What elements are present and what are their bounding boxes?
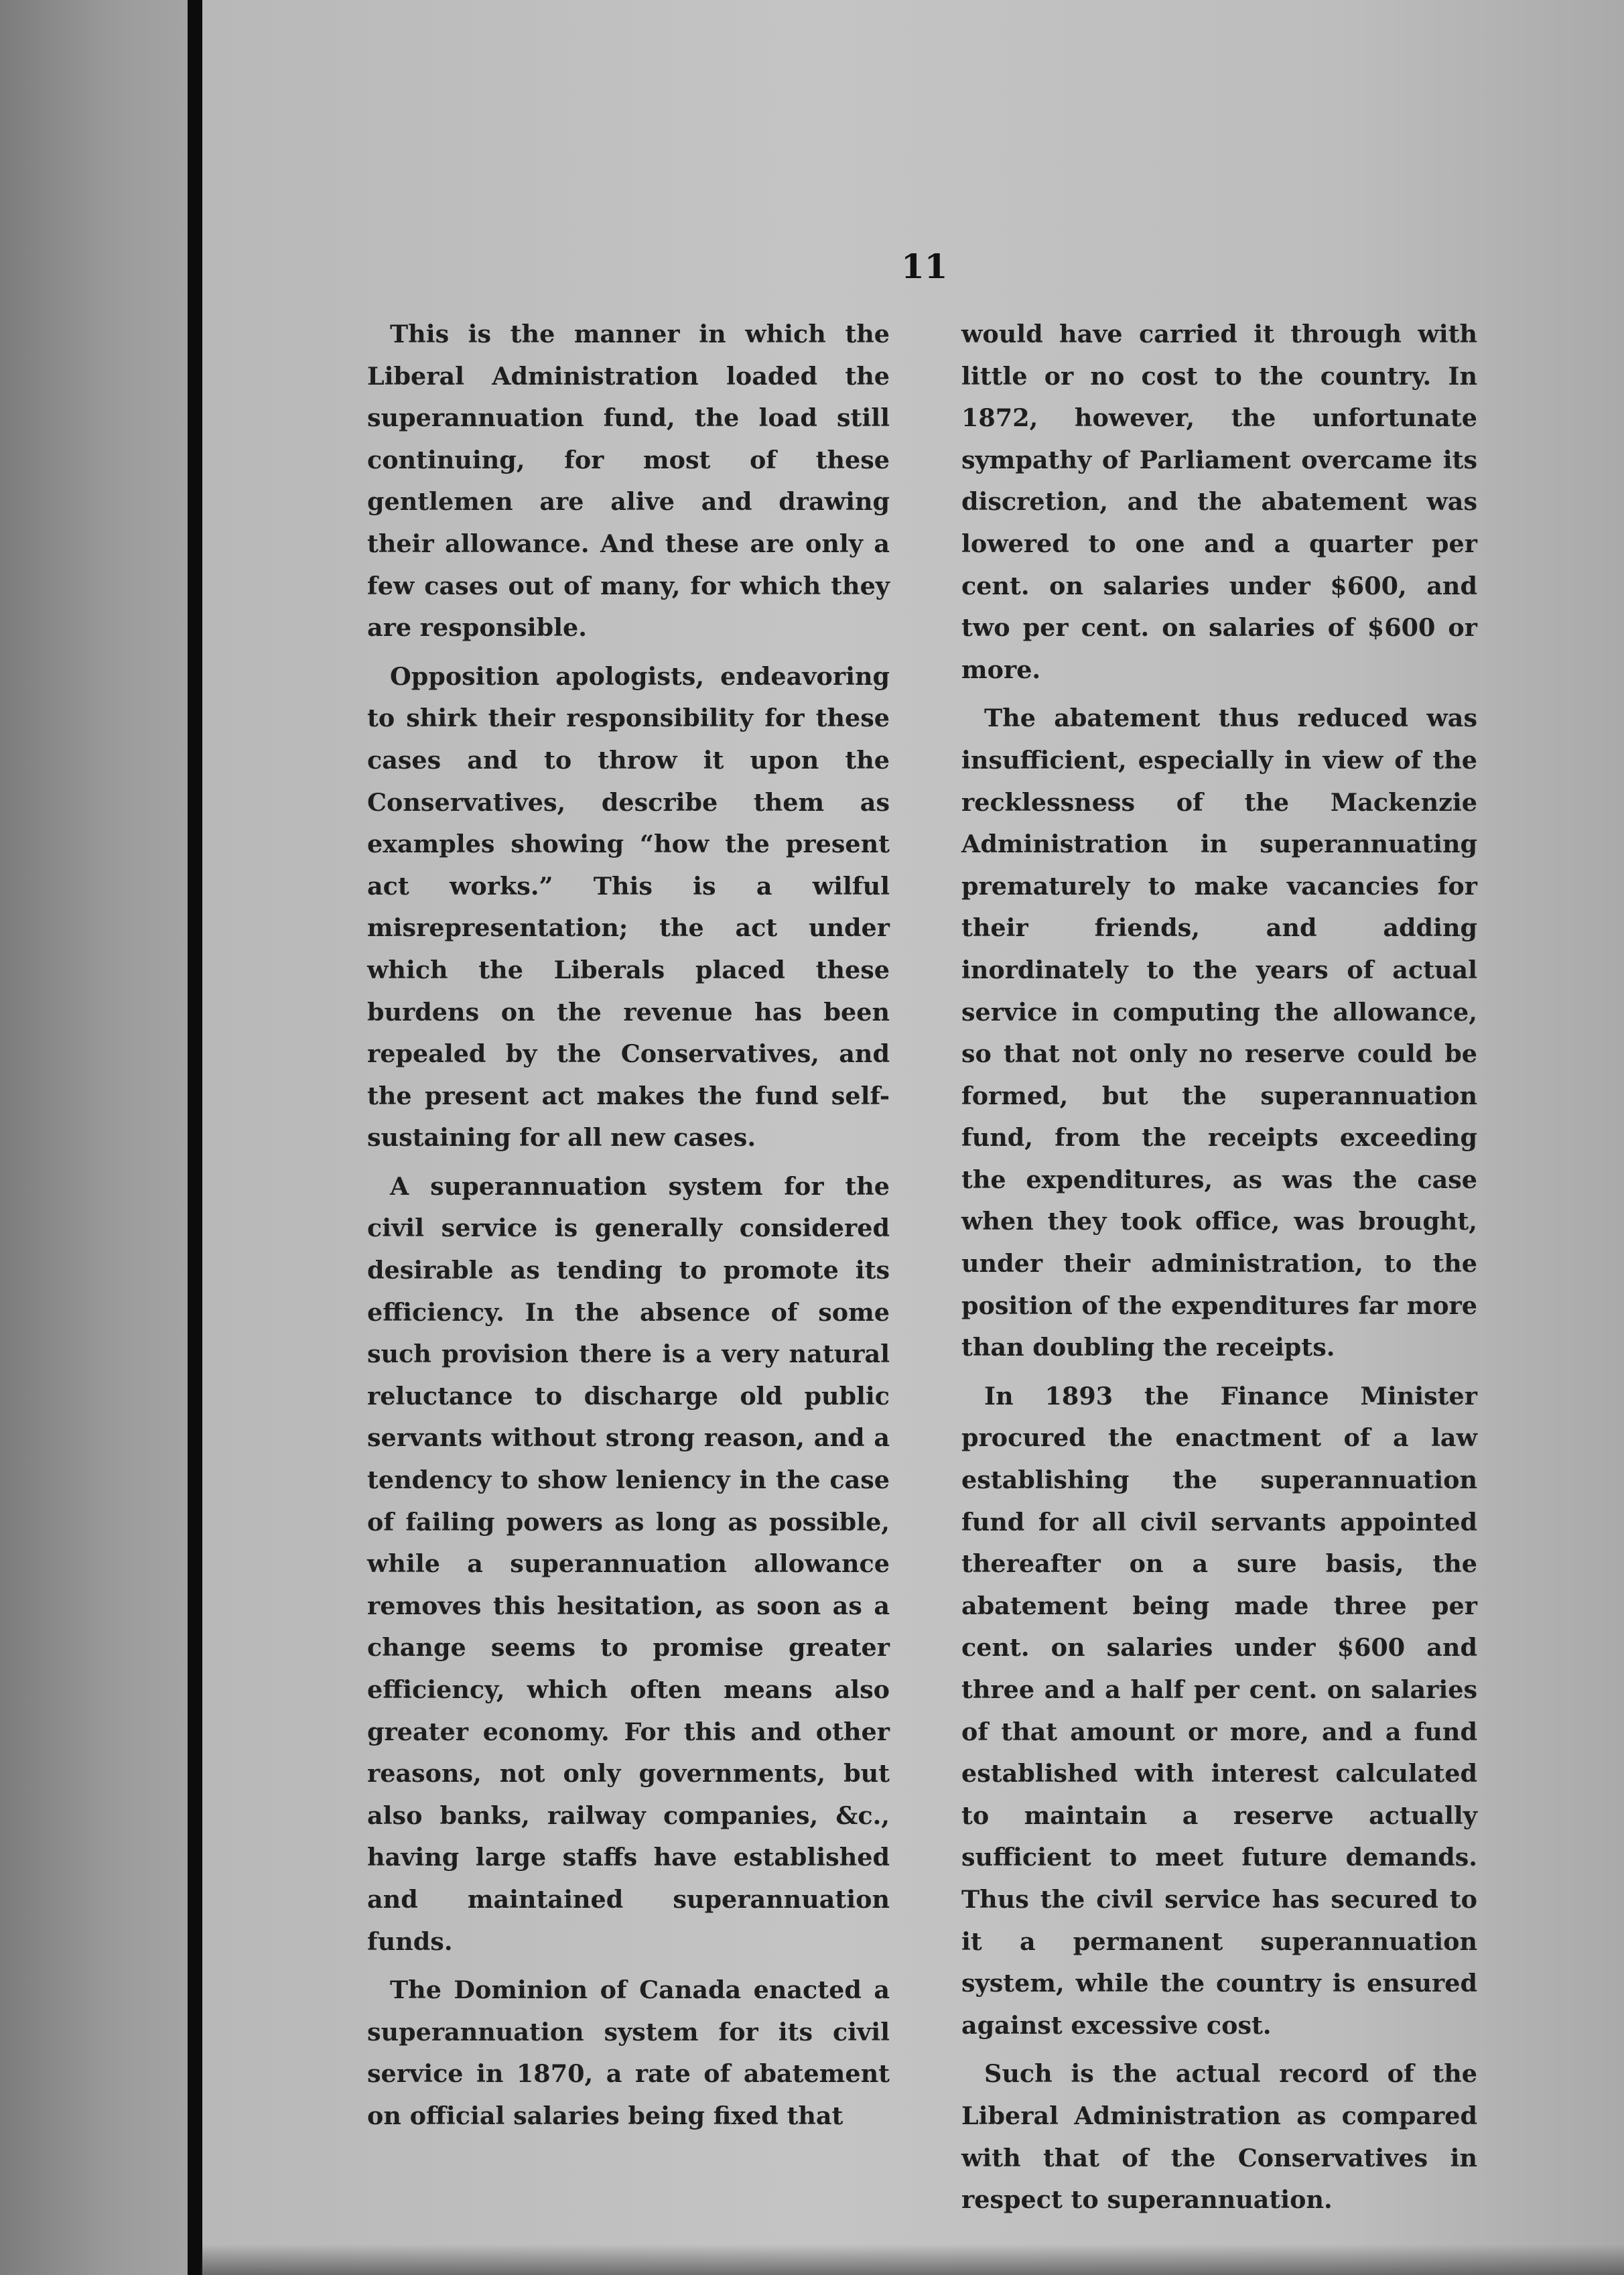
bottom-edge-shadow: [201, 2244, 1624, 2275]
paragraph: This is the manner in which the Liberal Administration loaded the superannuation fund, the load still continuing, for most of these gentlemen are alive and drawing their allowance. And these are only a few cases out of many, for which they are responsible.: [367, 320, 890, 643]
left-margin: [0, 0, 188, 2275]
paragraph: In 1893 the Finance Minister procured the enactment of a law establishing the superannuation fund for all civil servants appointed thereafter on a sure basis, the abatement being made three per cent. on salaries under $600 and three and a half per cent. on salaries of that amount or more, and a fund established with interest calculated to maintain a reserve actually sufficient to meet future demands. Thus the civil service has secured to it a permanent superannuation system, while the country is ensured against excessive cost.: [961, 1381, 1477, 2040]
paragraph: A superannuation system for the civil service is generally considered desirable as tending to promote its efficiency. In the absence of some such provision there is a very natural reluctance to discharge old public servants without strong reason, and a tendency to show leniency in the case of failing powers as long as possible, while a superannuation allowance removes this hesitation, as soon as a change seems to promise greater efficiency, which often means also greater economy. For this and other reasons, not only governments, but also banks, railway companies, &c., having large staffs have established and maintained superannuation funds.: [367, 1171, 890, 1956]
paragraph-continued: would have carried it through with little or no cost to the country. In 1872, however, the unfortunate sympathy of Parliament overcame its discretion, and the abatement was lowered to one and a quarter per cent. on salaries under $600, and two per cent. on salaries of $600 or more.: [961, 320, 1477, 684]
right-column: [961, 314, 1477, 2228]
paragraph: The abatement thus reduced was insufficient, especially in view of the recklessness of the Mackenzie Administration in superannuating prematurely to make vacancies for their friends, and adding inordinately to the years of actual service in computing the allowance, so that not only no reserve could be formed, but the superannuation fund, from the receipts exceeding the expenditures, as was the case when they took office, was brought, under their administration, to the position of the expenditures far more than doubling the receipts.: [961, 704, 1477, 1362]
paragraph: Opposition apologists, endeavoring to shirk their responsibility for these cases and to throw it upon the Conservatives, describe them as examples showing “how the present act works.” This is a wilful misrepresentation; the act under which the Liberals placed these burdens on the revenue has been repealed by the Conservatives, and the present act makes the fund self-sustaining for all new cases.: [367, 661, 890, 1153]
left-column: [367, 314, 890, 2144]
vertical-rule: [188, 0, 202, 2275]
page-number: 11: [901, 247, 948, 286]
paragraph: Such is the actual record of the Liberal Administration as compared with that of the Conservatives in respect to superannuation.: [961, 2059, 1477, 2215]
paragraph: The Dominion of Canada enacted a superannuation system for its civil service in 1870, a rate of abatement on official salaries being fixed that: [367, 1975, 890, 2130]
